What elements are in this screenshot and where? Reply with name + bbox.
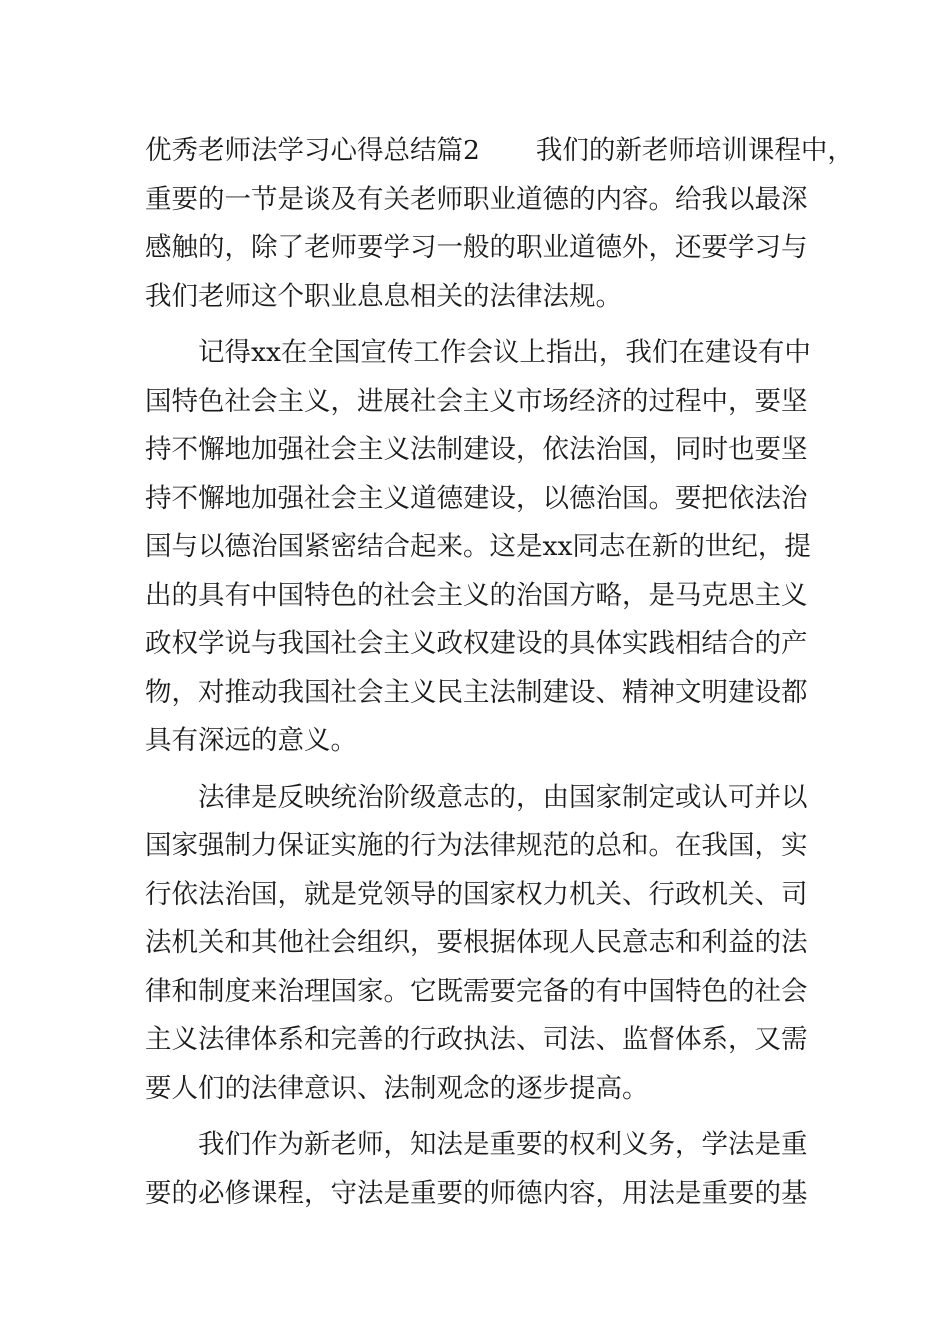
paragraph-line: 持不懈地加强社会主义道德建设，以德治国。要把依法治: [145, 482, 808, 514]
paragraph-line: 物，对推动我国社会主义民主法制建设、精神文明建设都: [145, 676, 808, 708]
paragraph-line: 律和制度来治理国家。它既需要完备的有中国特色的社会: [145, 975, 808, 1007]
document-heading: 优秀老师法学习心得总结篇2: [145, 135, 480, 166]
paragraph-line: 出的具有中国特色的社会主义的治国方略，是马克思主义: [145, 579, 808, 611]
paragraph-line: 要的必修课程，守法是重要的师德内容，用法是重要的基: [145, 1177, 808, 1209]
document-body: [145, 127, 854, 1218]
paragraph-line: 重要的一节是谈及有关老师职业道德的内容。给我以最深: [145, 183, 808, 215]
paragraph-line: 我们作为新老师，知法是重要的权利义务，学法是重: [198, 1129, 808, 1160]
paragraph-2: [145, 329, 810, 766]
paragraph-line: 行依法治国，就是党领导的国家权力机关、行政机关、司: [145, 878, 808, 910]
paragraph-line: 国与以德治国紧密结合起来。这是xx同志在新的世纪，提: [145, 531, 811, 562]
paragraph-4: [145, 1121, 810, 1218]
paragraph-line: 要人们的法律意识、法制观念的逐步提高。: [145, 1072, 649, 1104]
paragraph-line: 具有深远的意义。: [145, 725, 357, 756]
paragraph-line: 政权学说与我国社会主义政权建设的具体实践相结合的产: [145, 628, 808, 659]
paragraph-line: 国家强制力保证实施的行为法律规范的总和。在我国，实: [145, 830, 808, 861]
paragraph-line: 法机关和其他社会组织，要根据体现人民意志和利益的法: [145, 927, 808, 958]
paragraph-line: 国特色社会主义，进展社会主义市场经济的过程中，要坚: [145, 385, 808, 417]
paragraph-line: 持不懈地加强社会主义法制建设，依法治国，同时也要坚: [145, 434, 808, 465]
paragraph-3: [145, 774, 810, 1114]
paragraph-line: 主义法律体系和完善的行政执法、司法、监督体系，又需: [145, 1024, 808, 1055]
paragraph-1: [145, 127, 854, 321]
paragraph-line: 我们老师这个职业息息相关的法律法规。: [145, 280, 622, 312]
paragraph-line: 记得xx在全国宣传工作会议上指出，我们在建设有中: [198, 337, 811, 368]
paragraph-line: 法律是反映统治阶级意志的，由国家制定或认可并以: [198, 781, 808, 813]
paragraph-line: [145, 127, 854, 176]
paragraph-line: 感触的，除了老师要学习一般的职业道德外，还要学习与: [145, 232, 808, 263]
paragraph-text: 我们的新老师培训课程中，: [535, 135, 854, 166]
